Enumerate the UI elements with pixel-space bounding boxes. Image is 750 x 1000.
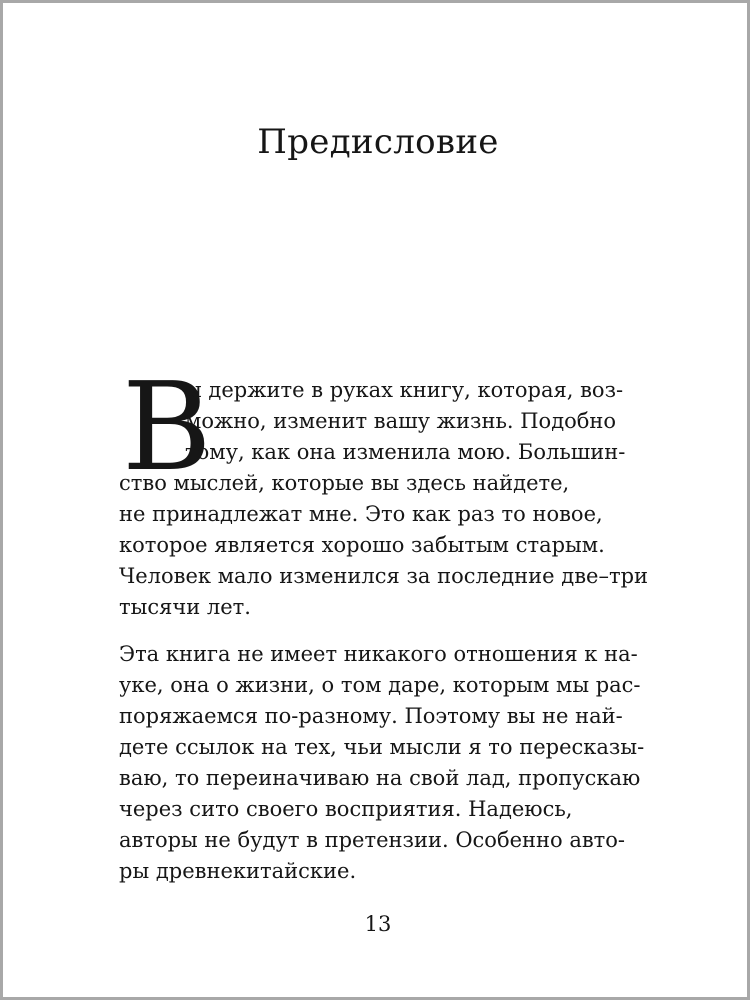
text-line: не принадлежат мне. Это как раз то новое,	[119, 502, 603, 526]
text-line: можно, изменит вашу жизнь. Подобно	[185, 409, 617, 433]
text-line: тому, как она изменила мою. Большин-	[185, 440, 626, 464]
text-line: авторы не будут в претензии. Особенно авто-	[119, 828, 626, 852]
text-line: через сито своего восприятия. Надеюсь,	[119, 797, 573, 821]
text-line: которое является хорошо забытым старым.	[119, 533, 605, 557]
text-line: поряжаемся по-разному. Поэтому вы не най-	[119, 704, 623, 728]
text-line: ры древнекитайские.	[119, 859, 357, 883]
page-number: 13	[364, 912, 392, 936]
page-title: Предисловие	[257, 122, 499, 162]
text-line: ство мыслей, которые вы здесь найдете,	[119, 471, 570, 495]
text-line: тысячи лет.	[119, 595, 251, 619]
drop-cap-letter: В	[122, 356, 212, 498]
body-text	[119, 375, 649, 887]
text-line: Человек мало изменился за последние две–три	[119, 564, 649, 588]
paragraph-gap	[119, 623, 639, 639]
text-line: уке, она о жизни, о том даре, которым мы рас-	[119, 673, 641, 697]
text-line: ы держите в руках книгу, которая, воз-	[185, 378, 624, 402]
text-line: ваю, то переиначиваю на свой лад, пропускаю	[119, 766, 641, 790]
text-line: дете ссылок на тех, чьи мысли я то пересказы-	[119, 735, 645, 759]
text-line: Эта книга не имеет никакого отношения к на-	[119, 642, 638, 666]
